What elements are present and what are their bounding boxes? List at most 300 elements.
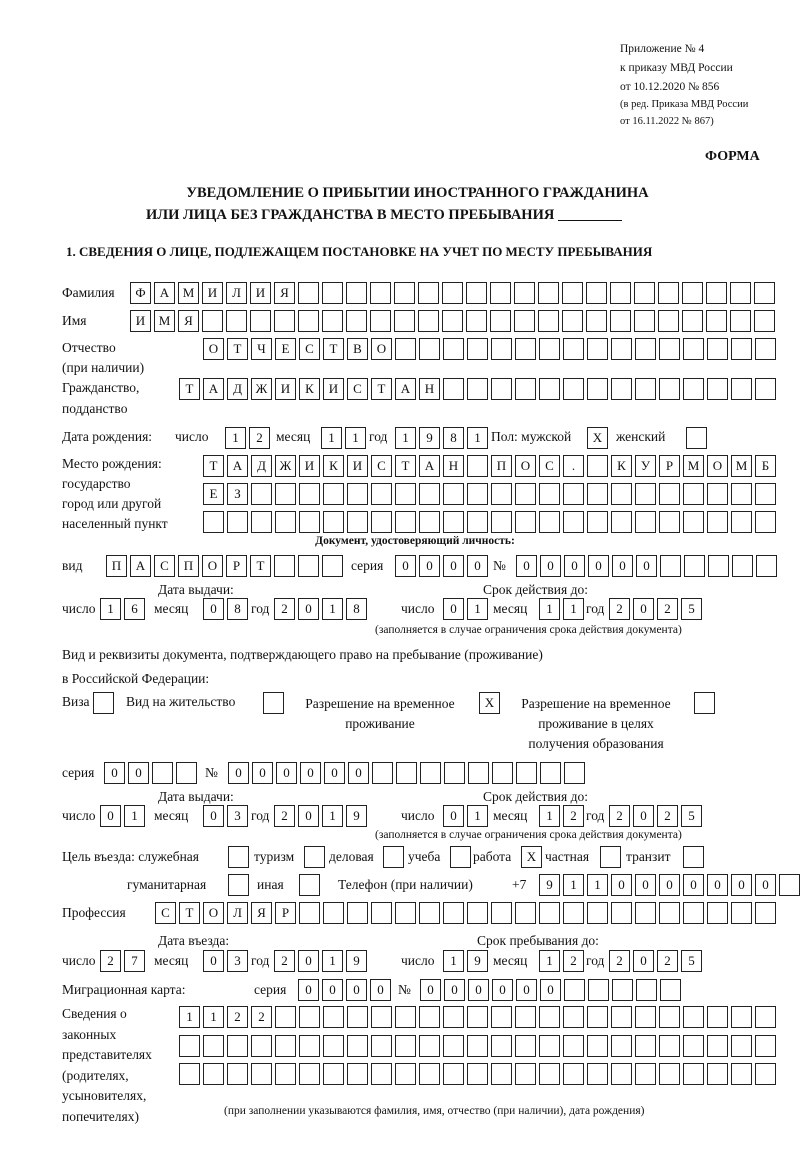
char-box[interactable] (611, 511, 632, 533)
char-box[interactable]: 1 (563, 874, 584, 896)
char-box[interactable] (467, 1063, 488, 1085)
char-box[interactable] (659, 338, 680, 360)
char-box[interactable] (731, 378, 752, 400)
char-box[interactable] (371, 1006, 392, 1028)
char-box[interactable] (443, 1006, 464, 1028)
char-box[interactable]: Б (755, 455, 776, 477)
char-box[interactable]: 0 (516, 979, 537, 1001)
char-box[interactable] (347, 1035, 368, 1057)
char-box[interactable] (610, 282, 631, 304)
char-box[interactable] (514, 282, 535, 304)
char-box[interactable] (587, 1006, 608, 1028)
char-box[interactable]: Е (275, 338, 296, 360)
char-box[interactable] (467, 378, 488, 400)
char-box[interactable]: Я (251, 902, 272, 924)
checkbox[interactable] (299, 874, 320, 896)
char-box[interactable] (707, 1006, 728, 1028)
char-box[interactable] (395, 902, 416, 924)
char-box[interactable]: К (611, 455, 632, 477)
char-box[interactable]: Т (179, 902, 200, 924)
char-box[interactable] (563, 1035, 584, 1057)
char-box[interactable]: И (130, 310, 151, 332)
char-box[interactable] (779, 874, 800, 896)
char-box[interactable] (202, 310, 223, 332)
char-box[interactable]: 0 (633, 805, 654, 827)
char-box[interactable]: 0 (300, 762, 321, 784)
checkbox[interactable] (263, 692, 284, 714)
char-box[interactable]: 0 (276, 762, 297, 784)
char-box[interactable] (443, 483, 464, 505)
char-box[interactable] (298, 555, 319, 577)
char-box[interactable] (323, 1063, 344, 1085)
char-box[interactable] (659, 1063, 680, 1085)
char-box[interactable] (755, 1035, 776, 1057)
char-box[interactable] (419, 902, 440, 924)
char-box[interactable] (491, 1035, 512, 1057)
char-box[interactable]: О (203, 902, 224, 924)
char-box[interactable] (707, 338, 728, 360)
char-box[interactable] (347, 902, 368, 924)
char-box[interactable]: 2 (563, 950, 584, 972)
char-box[interactable] (179, 1035, 200, 1057)
char-box[interactable] (538, 282, 559, 304)
char-box[interactable] (491, 902, 512, 924)
char-box[interactable] (564, 762, 585, 784)
char-box[interactable]: П (491, 455, 512, 477)
char-box[interactable]: 2 (249, 427, 270, 449)
char-box[interactable] (659, 1006, 680, 1028)
char-box[interactable]: С (154, 555, 175, 577)
char-box[interactable]: 2 (609, 950, 630, 972)
char-box[interactable]: Т (179, 378, 200, 400)
char-box[interactable] (731, 1006, 752, 1028)
char-box[interactable] (226, 310, 247, 332)
char-box[interactable]: 2 (274, 805, 295, 827)
char-box[interactable]: 0 (731, 874, 752, 896)
char-box[interactable]: 0 (540, 979, 561, 1001)
char-box[interactable]: 0 (346, 979, 367, 1001)
char-box[interactable] (371, 902, 392, 924)
char-box[interactable] (323, 1006, 344, 1028)
char-box[interactable] (419, 1063, 440, 1085)
char-box[interactable] (371, 483, 392, 505)
char-box[interactable]: М (683, 455, 704, 477)
char-box[interactable] (371, 1063, 392, 1085)
char-box[interactable] (755, 1006, 776, 1028)
char-box[interactable] (612, 979, 633, 1001)
char-box[interactable] (659, 1035, 680, 1057)
char-box[interactable] (515, 338, 536, 360)
char-box[interactable] (346, 282, 367, 304)
char-box[interactable]: 2 (657, 950, 678, 972)
char-box[interactable]: И (275, 378, 296, 400)
char-box[interactable]: 1 (467, 427, 488, 449)
char-box[interactable]: 0 (348, 762, 369, 784)
char-box[interactable] (754, 310, 775, 332)
char-box[interactable] (491, 1006, 512, 1028)
char-box[interactable] (442, 310, 463, 332)
char-box[interactable] (299, 902, 320, 924)
char-box[interactable]: О (203, 338, 224, 360)
char-box[interactable]: Т (250, 555, 271, 577)
checkbox[interactable] (228, 846, 249, 868)
char-box[interactable] (347, 511, 368, 533)
char-box[interactable]: Ж (251, 378, 272, 400)
char-box[interactable] (420, 762, 441, 784)
char-box[interactable]: 0 (104, 762, 125, 784)
char-box[interactable] (419, 1006, 440, 1028)
char-box[interactable] (539, 378, 560, 400)
char-box[interactable]: 1 (203, 1006, 224, 1028)
char-box[interactable] (731, 511, 752, 533)
char-box[interactable] (588, 979, 609, 1001)
char-box[interactable]: 0 (588, 555, 609, 577)
char-box[interactable] (371, 1035, 392, 1057)
char-box[interactable] (755, 483, 776, 505)
char-box[interactable] (323, 483, 344, 505)
char-box[interactable]: И (202, 282, 223, 304)
char-box[interactable]: 0 (128, 762, 149, 784)
char-box[interactable] (444, 762, 465, 784)
char-box[interactable]: 1 (587, 874, 608, 896)
char-box[interactable]: 0 (298, 598, 319, 620)
char-box[interactable] (683, 1006, 704, 1028)
char-box[interactable]: 0 (492, 979, 513, 1001)
char-box[interactable]: 0 (298, 805, 319, 827)
char-box[interactable]: 0 (203, 805, 224, 827)
char-box[interactable]: 1 (100, 598, 121, 620)
char-box[interactable] (539, 1063, 560, 1085)
char-box[interactable]: 0 (298, 979, 319, 1001)
char-box[interactable]: 1 (539, 598, 560, 620)
char-box[interactable]: 0 (252, 762, 273, 784)
char-box[interactable]: 1 (124, 805, 145, 827)
char-box[interactable] (298, 310, 319, 332)
char-box[interactable] (563, 1063, 584, 1085)
char-box[interactable] (418, 310, 439, 332)
char-box[interactable] (299, 511, 320, 533)
char-box[interactable] (564, 979, 585, 1001)
char-box[interactable]: В (347, 338, 368, 360)
char-box[interactable] (635, 338, 656, 360)
char-box[interactable]: 1 (322, 805, 343, 827)
char-box[interactable] (755, 511, 776, 533)
checkbox[interactable] (228, 874, 249, 896)
char-box[interactable]: Я (274, 282, 295, 304)
char-box[interactable] (684, 555, 705, 577)
char-box[interactable]: Л (227, 902, 248, 924)
char-box[interactable]: И (323, 378, 344, 400)
char-box[interactable]: 2 (657, 598, 678, 620)
char-box[interactable]: 3 (227, 950, 248, 972)
checkbox[interactable] (450, 846, 471, 868)
char-box[interactable] (563, 483, 584, 505)
char-box[interactable]: 6 (124, 598, 145, 620)
char-box[interactable]: Р (275, 902, 296, 924)
char-box[interactable] (467, 455, 488, 477)
char-box[interactable] (563, 338, 584, 360)
char-box[interactable] (275, 511, 296, 533)
char-box[interactable] (611, 338, 632, 360)
char-box[interactable] (322, 310, 343, 332)
char-box[interactable]: 0 (707, 874, 728, 896)
checkbox[interactable]: X (479, 692, 500, 714)
char-box[interactable]: 1 (322, 950, 343, 972)
char-box[interactable] (395, 511, 416, 533)
char-box[interactable]: П (178, 555, 199, 577)
char-box[interactable]: 7 (124, 950, 145, 972)
char-box[interactable]: Я (178, 310, 199, 332)
char-box[interactable]: А (154, 282, 175, 304)
char-box[interactable] (419, 483, 440, 505)
char-box[interactable] (490, 282, 511, 304)
char-box[interactable]: Е (203, 483, 224, 505)
char-box[interactable] (227, 511, 248, 533)
char-box[interactable] (322, 555, 343, 577)
char-box[interactable] (755, 1063, 776, 1085)
char-box[interactable]: 5 (681, 805, 702, 827)
char-box[interactable] (370, 310, 391, 332)
char-box[interactable]: Т (323, 338, 344, 360)
char-box[interactable] (394, 310, 415, 332)
char-box[interactable]: Ж (275, 455, 296, 477)
char-box[interactable] (563, 511, 584, 533)
char-box[interactable]: 0 (420, 979, 441, 1001)
char-box[interactable] (179, 1063, 200, 1085)
char-box[interactable]: Д (251, 455, 272, 477)
char-box[interactable] (442, 282, 463, 304)
char-box[interactable] (443, 378, 464, 400)
char-box[interactable]: 0 (633, 950, 654, 972)
char-box[interactable] (299, 1035, 320, 1057)
char-box[interactable] (707, 378, 728, 400)
char-box[interactable]: 8 (346, 598, 367, 620)
char-box[interactable] (299, 1063, 320, 1085)
char-box[interactable]: 9 (539, 874, 560, 896)
char-box[interactable]: К (323, 455, 344, 477)
char-box[interactable] (562, 310, 583, 332)
char-box[interactable]: Ч (251, 338, 272, 360)
char-box[interactable]: П (106, 555, 127, 577)
char-box[interactable] (563, 1006, 584, 1028)
char-box[interactable] (347, 483, 368, 505)
char-box[interactable] (251, 1035, 272, 1057)
char-box[interactable]: 0 (370, 979, 391, 1001)
char-box[interactable]: 1 (395, 427, 416, 449)
char-box[interactable]: А (203, 378, 224, 400)
char-box[interactable] (515, 378, 536, 400)
char-box[interactable]: 0 (633, 598, 654, 620)
char-box[interactable] (730, 282, 751, 304)
char-box[interactable] (491, 483, 512, 505)
char-box[interactable] (611, 483, 632, 505)
char-box[interactable] (756, 555, 777, 577)
char-box[interactable] (586, 310, 607, 332)
char-box[interactable]: 1 (467, 598, 488, 620)
char-box[interactable]: У (635, 455, 656, 477)
char-box[interactable] (587, 902, 608, 924)
char-box[interactable]: 0 (322, 979, 343, 1001)
char-box[interactable] (682, 310, 703, 332)
char-box[interactable]: 0 (516, 555, 537, 577)
char-box[interactable] (515, 483, 536, 505)
char-box[interactable]: Р (659, 455, 680, 477)
char-box[interactable] (659, 511, 680, 533)
char-box[interactable] (395, 1006, 416, 1028)
char-box[interactable]: М (731, 455, 752, 477)
char-box[interactable] (419, 1035, 440, 1057)
char-box[interactable]: 0 (611, 874, 632, 896)
char-box[interactable]: 0 (203, 598, 224, 620)
char-box[interactable] (732, 555, 753, 577)
char-box[interactable] (419, 338, 440, 360)
char-box[interactable] (443, 511, 464, 533)
char-box[interactable] (562, 282, 583, 304)
char-box[interactable] (563, 378, 584, 400)
char-box[interactable] (395, 1035, 416, 1057)
char-box[interactable]: . (563, 455, 584, 477)
char-box[interactable] (322, 282, 343, 304)
char-box[interactable]: 1 (345, 427, 366, 449)
char-box[interactable] (587, 1063, 608, 1085)
char-box[interactable] (731, 483, 752, 505)
char-box[interactable] (755, 902, 776, 924)
char-box[interactable]: 9 (419, 427, 440, 449)
checkbox[interactable] (600, 846, 621, 868)
char-box[interactable]: 0 (612, 555, 633, 577)
char-box[interactable] (443, 902, 464, 924)
char-box[interactable]: Т (203, 455, 224, 477)
char-box[interactable]: 0 (467, 555, 488, 577)
char-box[interactable] (682, 282, 703, 304)
checkbox[interactable]: X (521, 846, 542, 868)
char-box[interactable] (610, 310, 631, 332)
char-box[interactable] (251, 511, 272, 533)
char-box[interactable] (587, 483, 608, 505)
char-box[interactable]: 1 (179, 1006, 200, 1028)
char-box[interactable]: 1 (563, 598, 584, 620)
char-box[interactable]: 9 (346, 950, 367, 972)
char-box[interactable] (491, 511, 512, 533)
char-box[interactable] (275, 483, 296, 505)
char-box[interactable] (275, 1063, 296, 1085)
char-box[interactable]: 8 (443, 427, 464, 449)
char-box[interactable]: М (178, 282, 199, 304)
char-box[interactable]: Т (395, 455, 416, 477)
checkbox[interactable] (383, 846, 404, 868)
char-box[interactable] (443, 1035, 464, 1057)
char-box[interactable] (634, 310, 655, 332)
char-box[interactable] (586, 282, 607, 304)
char-box[interactable]: 8 (227, 598, 248, 620)
char-box[interactable]: 2 (274, 950, 295, 972)
char-box[interactable] (491, 378, 512, 400)
char-box[interactable] (372, 762, 393, 784)
char-box[interactable] (515, 1006, 536, 1028)
char-box[interactable] (515, 1063, 536, 1085)
char-box[interactable] (730, 310, 751, 332)
char-box[interactable] (443, 1063, 464, 1085)
char-box[interactable]: 0 (444, 979, 465, 1001)
char-box[interactable] (347, 1063, 368, 1085)
char-box[interactable]: 5 (681, 950, 702, 972)
char-box[interactable] (659, 378, 680, 400)
char-box[interactable] (467, 902, 488, 924)
char-box[interactable]: 1 (467, 805, 488, 827)
checkbox[interactable] (93, 692, 114, 714)
char-box[interactable]: О (371, 338, 392, 360)
char-box[interactable]: А (227, 455, 248, 477)
char-box[interactable]: Ф (130, 282, 151, 304)
char-box[interactable] (731, 1035, 752, 1057)
char-box[interactable] (251, 1063, 272, 1085)
char-box[interactable] (707, 1035, 728, 1057)
char-box[interactable] (611, 902, 632, 924)
char-box[interactable]: С (155, 902, 176, 924)
char-box[interactable]: 0 (419, 555, 440, 577)
char-box[interactable] (346, 310, 367, 332)
char-box[interactable] (683, 483, 704, 505)
char-box[interactable] (611, 1006, 632, 1028)
char-box[interactable] (587, 455, 608, 477)
char-box[interactable] (466, 310, 487, 332)
char-box[interactable]: Н (443, 455, 464, 477)
char-box[interactable] (683, 1063, 704, 1085)
char-box[interactable] (396, 762, 417, 784)
char-box[interactable] (708, 555, 729, 577)
char-box[interactable] (563, 902, 584, 924)
char-box[interactable] (636, 979, 657, 1001)
char-box[interactable]: 2 (227, 1006, 248, 1028)
char-box[interactable]: 1 (321, 427, 342, 449)
char-box[interactable] (394, 282, 415, 304)
char-box[interactable]: 1 (322, 598, 343, 620)
char-box[interactable] (683, 378, 704, 400)
char-box[interactable] (539, 511, 560, 533)
char-box[interactable] (299, 483, 320, 505)
char-box[interactable] (299, 1006, 320, 1028)
char-box[interactable]: М (154, 310, 175, 332)
char-box[interactable]: 0 (540, 555, 561, 577)
char-box[interactable] (731, 1063, 752, 1085)
char-box[interactable]: Л (226, 282, 247, 304)
char-box[interactable] (515, 1035, 536, 1057)
char-box[interactable] (467, 338, 488, 360)
char-box[interactable] (227, 1063, 248, 1085)
char-box[interactable] (203, 1035, 224, 1057)
char-box[interactable]: К (299, 378, 320, 400)
char-box[interactable]: Н (419, 378, 440, 400)
char-box[interactable]: 0 (203, 950, 224, 972)
char-box[interactable]: 0 (100, 805, 121, 827)
char-box[interactable] (371, 511, 392, 533)
char-box[interactable] (467, 1035, 488, 1057)
char-box[interactable] (467, 483, 488, 505)
char-box[interactable]: 0 (635, 874, 656, 896)
char-box[interactable]: 2 (563, 805, 584, 827)
char-box[interactable] (635, 1035, 656, 1057)
char-box[interactable]: А (395, 378, 416, 400)
char-box[interactable] (658, 310, 679, 332)
char-box[interactable]: А (419, 455, 440, 477)
char-box[interactable] (755, 338, 776, 360)
char-box[interactable] (176, 762, 197, 784)
char-box[interactable]: О (515, 455, 536, 477)
char-box[interactable]: 2 (609, 805, 630, 827)
char-box[interactable]: 0 (564, 555, 585, 577)
char-box[interactable] (539, 483, 560, 505)
char-box[interactable]: 1 (443, 950, 464, 972)
